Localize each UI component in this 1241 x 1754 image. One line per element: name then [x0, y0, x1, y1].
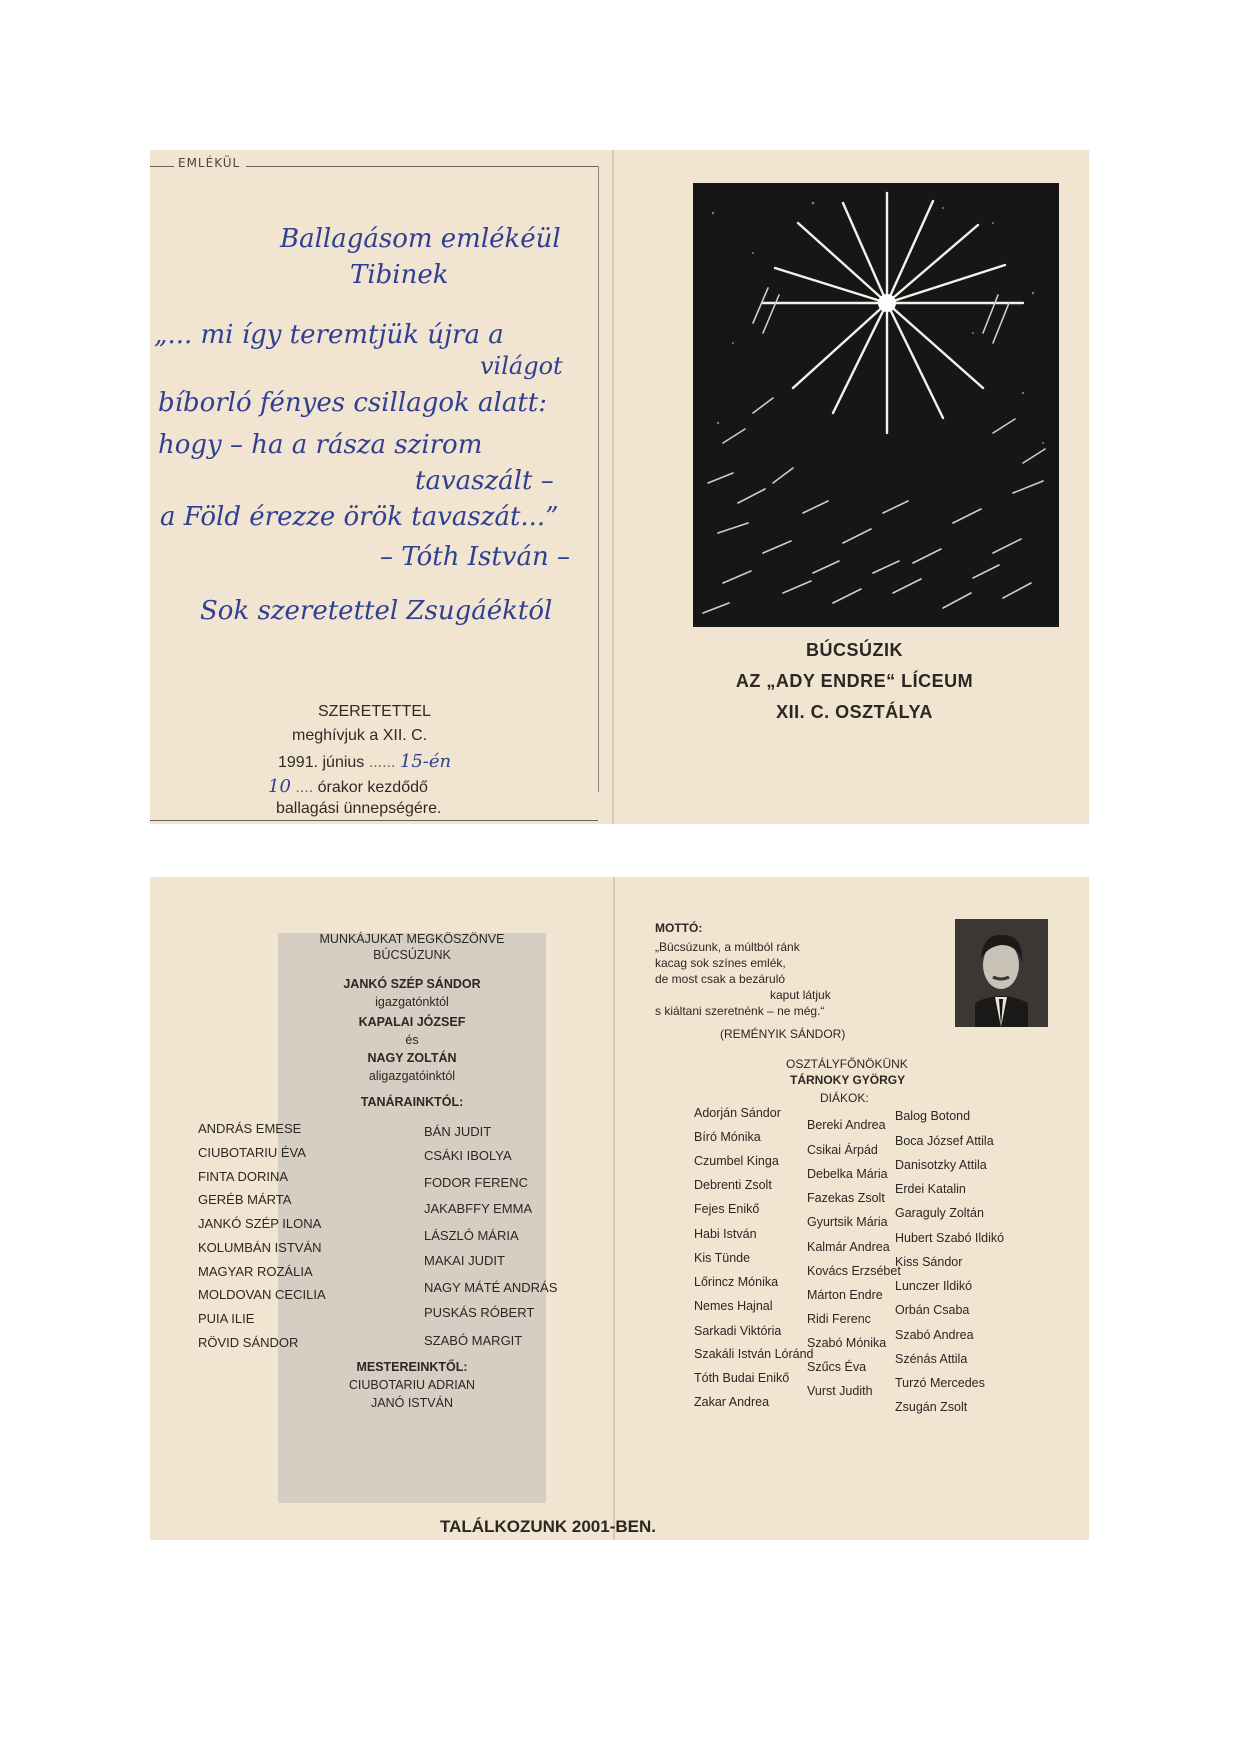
student-name: Boca József Attila	[895, 1134, 994, 1148]
motto-line: „Búcsúzunk, a múltból ránk	[655, 940, 800, 954]
master-name: JANÓ ISTVÁN	[371, 1396, 453, 1410]
emlekul-rule-left	[150, 166, 174, 167]
thanks-header: BÚCSÚZUNK	[373, 948, 451, 962]
farewell-title-line: XII. C. OSZTÁLYA	[776, 702, 933, 722]
teacher-name: PUSKÁS RÓBERT	[424, 1305, 535, 1320]
teacher-name: LÁSZLÓ MÁRIA	[424, 1228, 519, 1243]
dotted-leader: ......	[368, 754, 396, 771]
invite-time-line	[268, 776, 428, 797]
student-name: Erdei Katalin	[895, 1182, 966, 1196]
teacher-name: ANDRÁS EMESE	[198, 1121, 302, 1136]
student-name: Danisotzky Attila	[895, 1158, 987, 1172]
invite-date-fill: 15-én	[399, 751, 452, 772]
director-role: aligazgatóinktól	[368, 1069, 456, 1083]
masters-heading: MESTEREINKTŐL:	[356, 1360, 468, 1374]
handwritten-line: – Tóth István –	[380, 542, 570, 572]
teacher-name: RÖVID SÁNDOR	[198, 1335, 299, 1350]
student-name: Kiss Sándor	[895, 1255, 963, 1269]
student-name: Orbán Csaba	[895, 1303, 970, 1317]
teacher-name: JANKÓ SZÉP ILONA	[198, 1216, 322, 1231]
teachers-heading: TANÁRAINKTÓL:	[360, 1095, 464, 1109]
teacher-name: SZABÓ MARGIT	[424, 1333, 523, 1348]
teacher-name: JAKABFFY EMMA	[424, 1201, 533, 1216]
invite-line: meghívjuk a XII. C.	[292, 727, 428, 744]
teacher-name: KOLUMBÁN ISTVÁN	[198, 1240, 322, 1255]
invitation-inside-sheet	[150, 877, 1089, 1540]
student-name: Csikai Árpád	[807, 1143, 878, 1157]
invite-bottom-rule	[150, 820, 598, 821]
master-name: CIUBOTARIU ADRIAN	[348, 1378, 476, 1392]
motto-line: kaput látjuk	[770, 988, 831, 1002]
teacher-name: FODOR FERENC	[424, 1175, 528, 1190]
teacher-name: NAGY MÁTÉ ANDRÁS	[424, 1280, 558, 1295]
handwritten-line: a Föld érezze örök tavaszát...”	[160, 502, 559, 532]
student-name: Zsugán Zsolt	[895, 1400, 968, 1414]
invite-line: ballagási ünnepségére.	[270, 800, 447, 818]
teacher-name: FINTA DORINA	[198, 1169, 289, 1184]
student-name: Hubert Szabó Ildikó	[895, 1231, 1005, 1245]
motto-label: MOTTÓ:	[655, 921, 703, 935]
student-name: Zakar Andrea	[694, 1395, 770, 1409]
director-name: KAPALAI JÓZSEF	[358, 1015, 466, 1029]
student-name: Lőrincz Mónika	[694, 1275, 779, 1289]
invite-line: SZERETETTEL	[318, 703, 431, 720]
handwritten-line: Ballagásom emlékéül	[280, 224, 561, 254]
director-name: JANKÓ SZÉP SÁNDOR	[343, 977, 481, 991]
portrait-illustration	[955, 919, 1048, 1027]
student-name: Czumbel Kinga	[694, 1154, 779, 1168]
frame-border	[598, 166, 599, 792]
invite-time-suffix: órakor kezdődő	[317, 779, 428, 796]
student-name: Bereki Andrea	[807, 1118, 886, 1132]
student-name: Kalmár Andrea	[807, 1240, 890, 1254]
student-name: Szűcs Éva	[807, 1360, 867, 1374]
page-fold	[612, 150, 614, 824]
director-conjunction: és	[405, 1033, 419, 1047]
reunion-footer: TALÁLKOZUNK 2001-BEN.	[440, 1517, 656, 1536]
director-name: NAGY ZOLTÁN	[367, 1051, 457, 1065]
student-name: Kis Tünde	[694, 1251, 751, 1265]
teacher-name: MAGYAR ROZÁLIA	[198, 1264, 313, 1279]
invite-date-prefix: 1991. június	[278, 754, 365, 771]
handwritten-line: tavaszált –	[415, 466, 554, 496]
class-head-name: TÁRNOKY GYÖRGY	[790, 1073, 906, 1087]
student-name: Sarkadi Viktória	[694, 1324, 782, 1338]
student-name: Balog Botond	[895, 1109, 971, 1123]
handwritten-line: Tibinek	[350, 260, 449, 290]
teacher-name: BÁN JUDIT	[424, 1124, 492, 1139]
teacher-name: CIUBOTARIU ÉVA	[198, 1145, 306, 1160]
student-name: Debelka Mária	[807, 1167, 888, 1181]
student-name: Fejes Enikő	[694, 1202, 760, 1216]
student-name: Nemes Hajnal	[694, 1299, 773, 1313]
student-name: Vurst Judith	[807, 1384, 873, 1398]
student-name: Habi István	[694, 1227, 757, 1241]
emlekul-rule-right	[246, 166, 599, 167]
student-name: Adorján Sándor	[694, 1106, 781, 1120]
handwritten-line: világot	[480, 352, 563, 380]
student-name: Tóth Budai Enikő	[694, 1371, 790, 1385]
teacher-name: GERÉB MÁRTA	[198, 1192, 292, 1207]
students-label: DIÁKOK:	[820, 1091, 869, 1105]
student-name: Turzó Mercedes	[895, 1376, 985, 1390]
student-name: Lunczer Ildikó	[895, 1279, 973, 1293]
teacher-name: MOLDOVAN CECILIA	[198, 1287, 326, 1302]
emlekul-heading: EMLÉKÜL	[178, 156, 241, 170]
student-name: Szabó Mónika	[807, 1336, 887, 1350]
director-role: igazgatónktól	[375, 995, 449, 1009]
class-head-label: OSZTÁLYFŐNÖKÜNK	[786, 1057, 908, 1071]
motto-line: de most csak a bezáruló	[655, 972, 786, 986]
page-fold	[613, 877, 615, 1540]
star-woodcut-image	[693, 183, 1059, 627]
student-name: Fazekas Zsolt	[807, 1191, 885, 1205]
student-name: Márton Endre	[807, 1288, 883, 1302]
student-name: Kovács Erzsébet	[807, 1264, 901, 1278]
thanks-header: MUNKÁJUKAT MEGKÖSZÖNVE	[319, 932, 505, 946]
graduate-portrait-photo	[955, 919, 1048, 1027]
handwritten-line: „... mi így teremtjük újra a	[154, 320, 504, 350]
farewell-title-line: BÚCSÚZIK	[806, 640, 903, 660]
teacher-name: MAKAI JUDIT	[424, 1253, 505, 1268]
teacher-name: CSÁKI IBOLYA	[424, 1148, 512, 1163]
motto-line: s kiáltani szeretnénk – ne még.“	[655, 1004, 825, 1018]
teacher-name: PUIA ILIE	[198, 1311, 255, 1326]
student-name: Szabó Andrea	[895, 1328, 974, 1342]
student-name: Debrenti Zsolt	[694, 1178, 772, 1192]
invite-date-line	[278, 751, 451, 772]
student-name: Gyurtsik Mária	[807, 1215, 888, 1229]
handwritten-signature: Sok szeretettel Zsugáéktól	[200, 596, 553, 626]
invitation-front-sheet	[150, 150, 1089, 824]
student-name: Ridi Ferenc	[807, 1312, 871, 1326]
student-name: Bíró Mónika	[694, 1130, 761, 1144]
motto-author: (REMÉNYIK SÁNDOR)	[720, 1027, 846, 1041]
motto-line: kacag sok színes emlék,	[655, 956, 786, 970]
woodcut-star-illustration	[693, 183, 1059, 627]
invite-time-fill: 10	[268, 776, 291, 797]
student-name: Garaguly Zoltán	[895, 1206, 984, 1220]
farewell-title-line: AZ „ADY ENDRE“ LÍCEUM	[735, 671, 974, 691]
student-name: Szakáli István Lóránd	[694, 1347, 814, 1361]
dotted-leader: ....	[295, 779, 314, 796]
handwritten-line: hogy – ha a rásza szirom	[158, 430, 483, 460]
handwritten-line: bíborló fényes csillagok alatt:	[158, 388, 547, 418]
student-name: Szénás Attila	[895, 1352, 968, 1366]
